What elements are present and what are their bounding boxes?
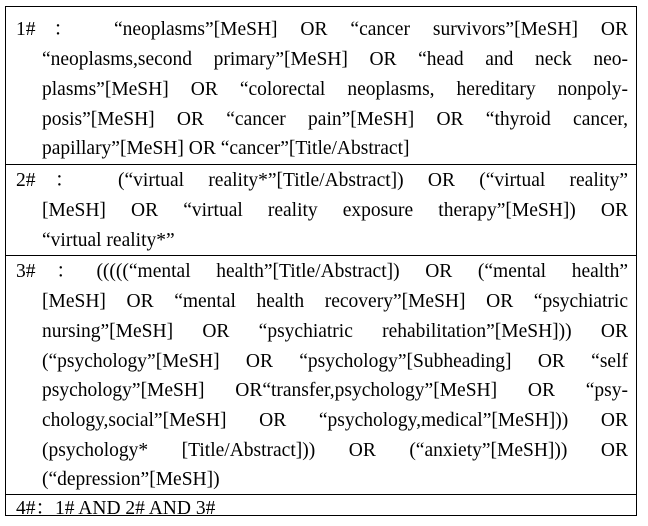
query-3-line-7: (psychology* [Title/Abstract])) OR (“anxiety”[MeSH])) OR xyxy=(42,440,628,461)
query-1-line-3: plasms”[MeSH] OR “colorectal neoplasms, hereditary nonpoly- xyxy=(42,79,628,100)
query-3-line-4: (“psychology”[MeSH] OR “psychology”[Subheading] OR “self xyxy=(42,351,628,372)
query-3-line-1: 3#：(((((“mental health”[Title/Abstract]) OR (“mental health” xyxy=(16,261,628,282)
query-1-line-5: papillary”[MeSH] OR “cancer”[Title/Abstract] xyxy=(42,138,410,159)
query-separator xyxy=(6,164,636,165)
query-2-line-2: [MeSH] OR “virtual reality exposure therapy”[MeSH]) OR xyxy=(42,200,628,221)
query-3-line-8: (“depression”[MeSH]) xyxy=(42,469,220,490)
query-separator xyxy=(6,255,636,256)
query-1-line-1: 1#： “neoplasms”[MeSH] OR “cancer survivors”[MeSH] OR xyxy=(16,19,628,40)
query-1-line-4: posis”[MeSH] OR “cancer pain”[MeSH] OR “thyroid cancer, xyxy=(42,109,628,130)
query-2-line-3: “virtual reality*” xyxy=(42,230,175,251)
query-3-line-5: psychology”[MeSH] OR“transfer,psychology”[MeSH] OR “psy- xyxy=(42,380,628,401)
query-4-line-1: 4#：1# AND 2# AND 3# xyxy=(16,498,216,519)
query-3-line-6: chology,social”[MeSH] OR “psychology,medical”[MeSH])) OR xyxy=(42,410,628,431)
query-2-line-1: 2#： (“virtual reality*”[Title/Abstract]) OR (“virtual reality” xyxy=(16,170,628,191)
query-1-line-2: “neoplasms,second primary”[MeSH] OR “head and neck neo- xyxy=(42,49,628,70)
query-3-line-2: [MeSH] OR “mental health recovery”[MeSH] OR “psychiatric xyxy=(42,291,628,312)
query-3-line-3: nursing”[MeSH] OR “psychiatric rehabilitation”[MeSH])) OR xyxy=(42,321,628,342)
search-strategy-table xyxy=(5,6,637,519)
